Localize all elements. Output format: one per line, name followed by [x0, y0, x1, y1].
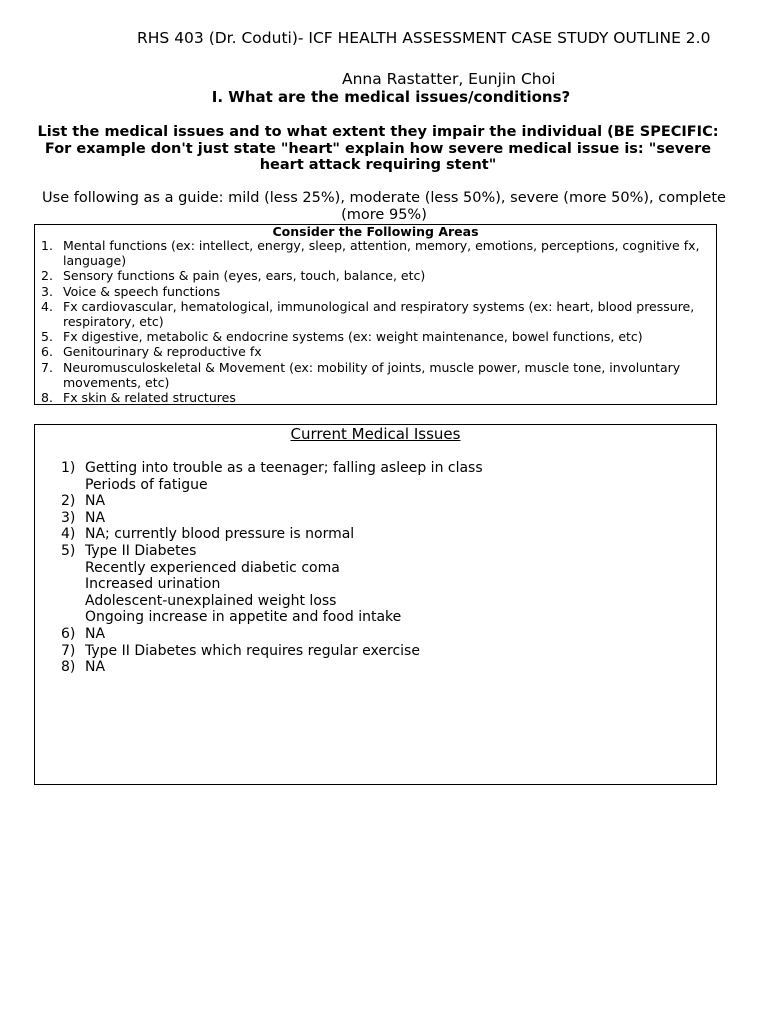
- list-item: [61, 659, 706, 676]
- item-lines: [85, 493, 706, 510]
- list-item: [61, 510, 706, 527]
- item-lines: [85, 626, 706, 643]
- item-lines: [85, 643, 706, 660]
- list-item: [41, 390, 710, 405]
- areas-box: [34, 224, 717, 405]
- item-number: 4): [61, 526, 76, 543]
- authors-line: Anna Rastatter, Eunjin Choi: [342, 70, 556, 88]
- item-number: 7): [61, 642, 76, 659]
- item-text: Sensory functions & pain (eyes, ears, touch, balance, etc): [63, 268, 426, 284]
- item-text: Fx digestive, metabolic & endocrine systems (ex: weight maintenance, bowel functions, etc): [63, 329, 643, 345]
- item-number: 1.: [41, 238, 53, 253]
- item-number: 6.: [41, 344, 53, 360]
- item-number: 1): [61, 460, 76, 476]
- list-item: [41, 360, 710, 390]
- list-item: [41, 284, 710, 299]
- item-line: Ongoing increase in appetite and food intake: [85, 609, 402, 626]
- item-line: NA: [85, 659, 106, 676]
- list-item: [61, 493, 706, 510]
- item-line: NA: [85, 509, 106, 526]
- list-item: [61, 543, 706, 626]
- current-issues-box: [34, 424, 717, 785]
- section-question: I. What are the medical issues/conditions?: [211, 88, 571, 106]
- item-lines: [85, 510, 706, 527]
- issues-title: Current Medical Issues: [290, 425, 461, 443]
- item-line: Periods of fatigue: [85, 476, 208, 493]
- list-item: [61, 460, 706, 493]
- list-item: [61, 526, 706, 543]
- list-item: [41, 268, 710, 283]
- item-line: Type II Diabetes which requires regular exercise: [85, 642, 420, 659]
- item-line: NA; currently blood pressure is normal: [85, 526, 355, 543]
- item-number: 2.: [41, 268, 53, 284]
- areas-title: Consider the Following Areas: [272, 224, 479, 239]
- item-line: Increased urination: [85, 576, 221, 593]
- item-line: Adolescent-unexplained weight loss: [85, 592, 337, 609]
- list-item: [41, 329, 710, 344]
- item-number: 2): [61, 493, 76, 510]
- item-lines: [85, 543, 706, 626]
- item-number: 5.: [41, 329, 53, 345]
- item-lines: [85, 659, 706, 676]
- item-text: Voice & speech functions: [63, 283, 221, 299]
- item-line: Type II Diabetes: [85, 542, 197, 559]
- item-line: NA: [85, 493, 106, 510]
- instruction-text: List the medical issues and to what extent they impair the individual (BE SPECIFIC: For example don't just state "heart" explain how severe medical issue is: "severe heart attack requiring stent": [37, 124, 719, 173]
- list-item: [41, 344, 710, 359]
- item-text: Mental functions (ex: intellect, energy, sleep, attention, memory, emotions, perceptions, cognitive fx, language): [63, 238, 700, 269]
- item-number: 5): [61, 542, 76, 559]
- item-number: 7.: [41, 359, 53, 375]
- severity-guide: Use following as a guide: mild (less 25%), moderate (less 50%), severe (more 50%), complete (more 95%): [42, 190, 726, 223]
- list-item: [41, 238, 710, 268]
- item-number: 3): [61, 509, 76, 526]
- item-number: 6): [61, 625, 76, 642]
- item-lines: [85, 460, 706, 493]
- item-text: Neuromusculoskeletal & Movement (ex: mobility of joints, muscle power, muscle tone, involuntary movements, etc): [63, 359, 681, 390]
- list-item: [61, 643, 706, 660]
- document-header: RHS 403 (Dr. Coduti)- ICF HEALTH ASSESSMENT CASE STUDY OUTLINE 2.0: [137, 29, 711, 47]
- item-lines: [85, 526, 706, 543]
- item-text: Fx cardiovascular, hematological, immunological and respiratory systems (ex: heart, blood pressure, respiratory, etc): [63, 298, 695, 330]
- issues-list: [61, 460, 706, 676]
- list-item: [41, 299, 710, 329]
- item-line: Getting into trouble as a teenager; falling asleep in class: [85, 460, 483, 476]
- list-item: [61, 626, 706, 643]
- areas-list: [41, 238, 710, 405]
- item-line: NA: [85, 625, 106, 642]
- item-text: Genitourinary & reproductive fx: [63, 344, 262, 360]
- item-number: 4.: [41, 298, 53, 314]
- item-text: Fx skin & related structures: [63, 390, 236, 406]
- item-number: 8): [61, 659, 76, 676]
- item-line: Recently experienced diabetic coma: [85, 559, 340, 576]
- item-number: 8.: [41, 390, 53, 406]
- item-number: 3.: [41, 283, 53, 299]
